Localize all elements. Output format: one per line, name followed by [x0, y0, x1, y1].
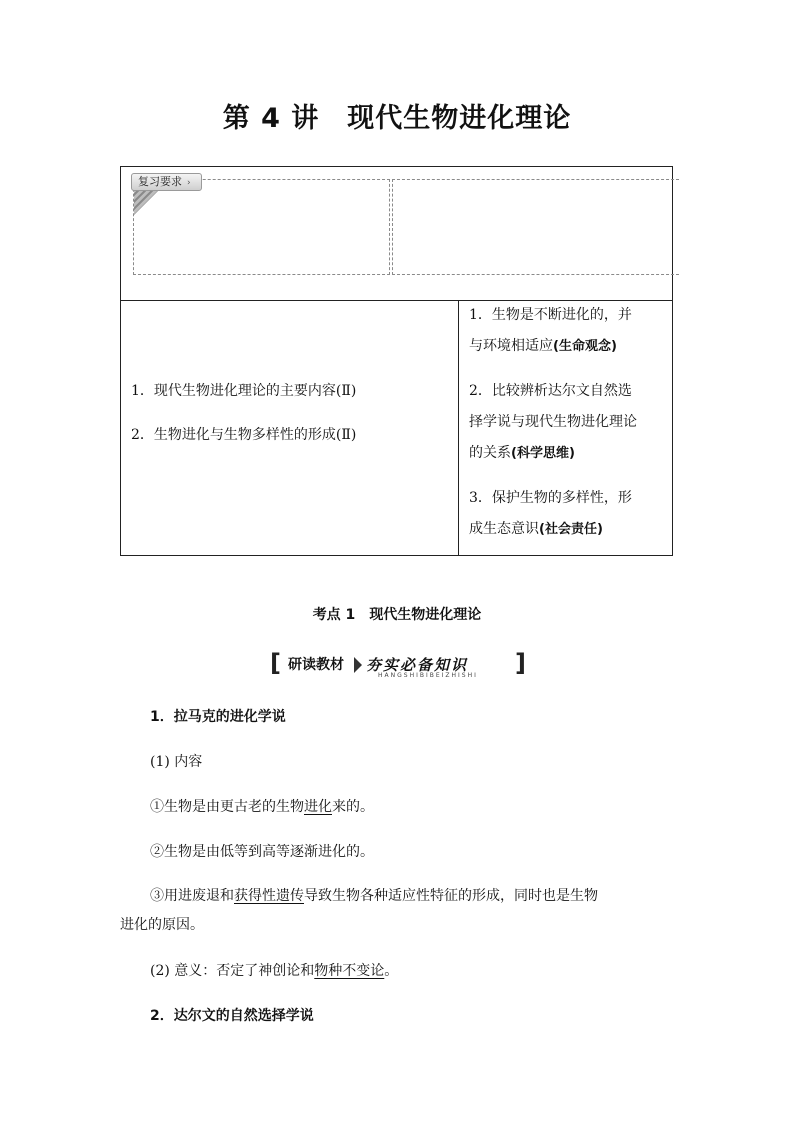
- competency-item: 2．比较辨析达尔文自然选 择学说与现代生物进化理论 的关系(科学思维): [469, 383, 637, 461]
- competency-item: 3．保护生物的多样性，形 成生态意识(社会责任): [469, 490, 632, 537]
- bracket-left-icon: [: [270, 649, 281, 677]
- lecture-title: 现代生物进化理论: [347, 103, 572, 134]
- paragraph: ③用进废退和获得性遗传导致生物各种适应性特征的形成，同时也是生物: [150, 888, 598, 904]
- dashed-box-left: [133, 179, 390, 275]
- banner-right-label: 夯实必备知识: [366, 656, 469, 674]
- heading-darwin: 2．达尔文的自然选择学说: [150, 1008, 314, 1024]
- paragraph: ②生物是由低等到高等逐渐进化的。: [150, 844, 374, 860]
- knowledge-item: 2．生物进化与生物多样性的形成(Ⅱ): [131, 427, 357, 443]
- heading-lamarck: 1．拉马克的进化学说: [150, 709, 286, 725]
- bracket-right-icon: ]: [515, 649, 526, 677]
- chevron-right-icon: ›: [187, 178, 191, 188]
- competency-item: 1．生物是不断进化的，并 与环境相适应(生命观念): [469, 307, 632, 354]
- paragraph: (2) 意义：否定了神创论和物种不变论。: [150, 963, 399, 979]
- requirements-knowledge: [121, 300, 459, 555]
- section-banner: [270, 649, 526, 679]
- banner-pinyin: HANGSHIBIBEIZHISHI: [378, 672, 478, 679]
- page-title: [0, 96, 794, 135]
- paragraph-continued: 进化的原因。: [120, 917, 204, 933]
- requirements-header: [121, 167, 672, 301]
- banner-left-label: 研读教材: [288, 657, 344, 673]
- arrow-right-icon: [354, 657, 362, 673]
- requirements-competencies: [459, 300, 672, 555]
- paragraph: ①生物是由更古老的生物进化来的。: [150, 799, 374, 815]
- review-requirements-tag: 复习要求 ›: [131, 173, 202, 191]
- section-heading: 考点 1 现代生物进化理论: [312, 607, 482, 623]
- dashed-box-right: [392, 179, 679, 275]
- subheading-content: (1) 内容: [150, 754, 203, 770]
- knowledge-item: 1．现代生物进化理论的主要内容(Ⅱ): [131, 383, 357, 399]
- lecture-number: 第 4 讲: [222, 103, 320, 134]
- requirements-table: [120, 166, 673, 556]
